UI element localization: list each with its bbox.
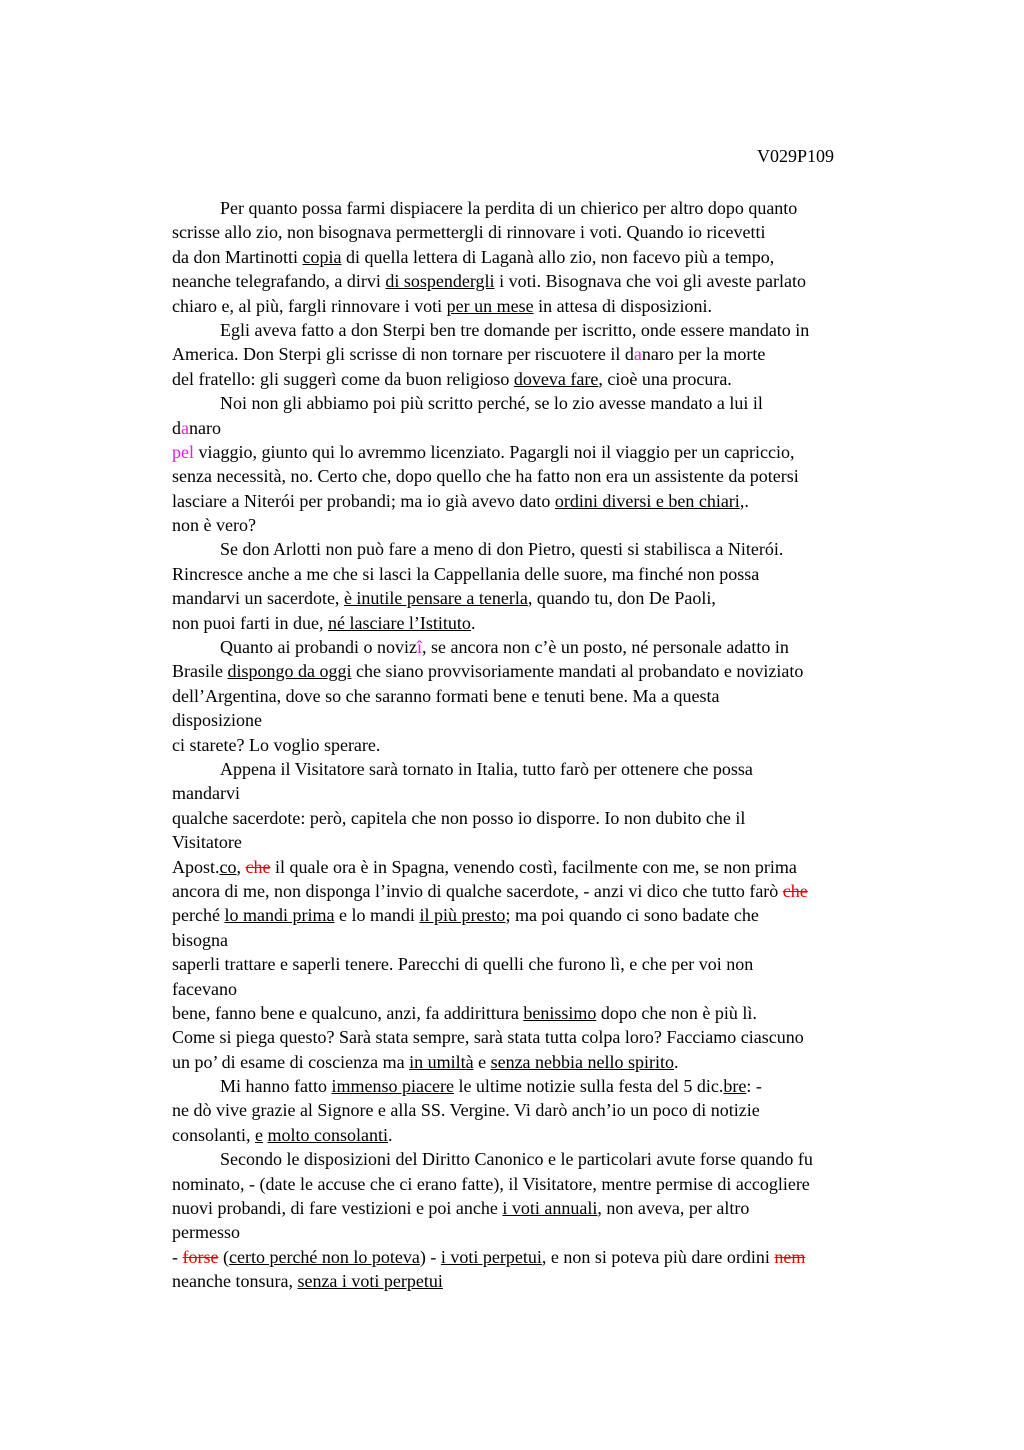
text-line: [172, 537, 912, 561]
struck-text: nem: [774, 1246, 806, 1267]
text-line: [172, 562, 912, 586]
text-segment: neanche tonsura,: [172, 1271, 298, 1292]
text-segment: del fratello: gli suggerì come da buon religioso: [172, 368, 514, 389]
text-line: [172, 1269, 912, 1293]
text-segment: senza necessità, no. Certo che, dopo quello che ha fatto non era un assistente da potersi: [172, 466, 799, 487]
text-line: [172, 1245, 912, 1269]
struck-text: che: [782, 880, 808, 901]
text-line: [172, 733, 912, 757]
text-segment: le ultime notizie sulla festa del 5 dic.: [453, 1076, 724, 1097]
text-line: [172, 391, 912, 415]
text-segment: di quella lettera di Laganà allo zio, non facevo più a tempo,: [341, 246, 775, 267]
text-line: [172, 1196, 912, 1220]
text-segment: dopo che non è più lì.: [596, 1002, 757, 1023]
underlined-text: senza i voti perpetui: [297, 1271, 443, 1292]
text-segment: che siano provvisoriamente mandati al probandato e noviziato: [351, 661, 804, 682]
text-line: [172, 1147, 912, 1171]
text-segment: Egli aveva fatto a don Sterpi ben tre domande per iscritto, onde essere mandato in: [220, 319, 810, 340]
text-segment: e: [473, 1051, 491, 1072]
text-segment: Per quanto possa farmi dispiacere la perdita di un chierico per altro dopo quanto: [220, 198, 798, 218]
text-segment: naro per la morte: [641, 344, 766, 365]
text-segment: (: [218, 1246, 229, 1267]
text-segment: ) -: [419, 1246, 441, 1267]
text-line: [172, 318, 912, 342]
text-segment: ci starete? Lo voglio sperare.: [172, 734, 381, 755]
text-segment: .: [470, 612, 476, 633]
text-line: [172, 1001, 912, 1025]
text-line: [172, 611, 912, 635]
text-segment: viaggio, giunto qui lo avremmo licenziato. Pagargli noi il viaggio per un capriccio,: [194, 441, 795, 462]
underlined-text: lo mandi prima: [224, 905, 335, 926]
underlined-text: senza nebbia nello spirito: [490, 1051, 675, 1072]
highlighted-text: a: [181, 417, 189, 438]
text-segment: : -: [746, 1076, 762, 1097]
text-segment: America. Don Sterpi gli scrisse di non tornare per riscuotere il d: [172, 344, 634, 365]
text-line: [172, 1074, 912, 1098]
underlined-text: di sospendergli: [385, 271, 495, 292]
text-line: [172, 586, 912, 610]
text-line: [172, 952, 912, 976]
text-segment: ,: [236, 856, 246, 877]
underlined-text: i voti annuali: [502, 1198, 598, 1219]
text-segment: mandarvi: [172, 783, 240, 804]
underlined-text: è inutile pensare a tenerla: [343, 588, 528, 609]
text-line: [172, 245, 912, 269]
text-segment: consolanti,: [172, 1124, 255, 1145]
text-segment: disposizione: [172, 710, 262, 731]
text-segment: Mi hanno fatto: [220, 1076, 332, 1097]
highlighted-text: î: [416, 637, 422, 658]
text-line: [172, 269, 912, 293]
text-line: [172, 708, 912, 732]
text-segment: Visitatore: [172, 832, 242, 853]
text-line: [172, 220, 912, 244]
underlined-text: molto consolanti: [267, 1124, 388, 1145]
underlined-text: copia: [302, 246, 342, 267]
text-segment: naro: [189, 417, 221, 438]
text-segment: ancora di me, non disponga l’invio di qualche sacerdote, - anzi vi dico che tutto farò: [172, 880, 783, 901]
underlined-text: co: [219, 856, 237, 877]
text-line: [172, 781, 912, 805]
text-segment: Apost.: [172, 856, 220, 877]
text-segment: Secondo le disposizioni del Diritto Canonico e le particolari avute forse quando fu: [220, 1149, 813, 1170]
highlighted-text: a: [633, 344, 642, 365]
text-segment: bisogna: [172, 929, 228, 950]
text-segment: Quanto ai probandi o noviz: [220, 637, 417, 658]
text-segment: neanche telegrafando, a dirvi: [172, 271, 386, 292]
text-segment: i voti. Bisognava che voi gli aveste parlato: [494, 271, 806, 292]
text-segment: -: [172, 1246, 183, 1267]
underlined-text: in umiltà: [409, 1051, 474, 1072]
text-segment: .: [388, 1124, 393, 1145]
text-segment: mandarvi un sacerdote,: [172, 588, 344, 609]
text-segment: il quale ora è in Spagna, venendo costì, facilmente con me, se non prima: [270, 856, 797, 877]
text-segment: Appena il Visitatore sarà tornato in Italia, tutto farò per ottenere che possa: [220, 758, 753, 779]
underlined-text: bre: [723, 1076, 747, 1097]
underlined-text: e: [255, 1124, 263, 1145]
text-line: [172, 440, 912, 464]
highlighted-text: pel: [172, 441, 194, 462]
text-segment: da don Martinotti: [172, 246, 303, 267]
text-line: [172, 1050, 912, 1074]
text-segment: , non aveva, per altro: [597, 1198, 750, 1219]
text-segment: , e non si poteva più dare ordini: [541, 1246, 775, 1267]
text-segment: non puoi farti in due,: [172, 612, 328, 633]
underlined-text: doveva fare: [513, 368, 599, 389]
text-line: [172, 464, 912, 488]
text-segment: nuovi probandi, di fare vestizioni e poi anche: [172, 1198, 503, 1219]
text-line: [172, 635, 912, 659]
text-line: [172, 513, 912, 537]
text-segment: qualche sacerdote: però, capitela che non posso io disporre. Io non dubito che il: [172, 807, 746, 828]
underlined-text: per un mese: [446, 295, 534, 316]
text-segment: scrisse allo zio, non bisognava permettergli di rinnovare i voti. Quando io ricevetti: [172, 222, 766, 243]
text-segment: un po’ di esame di coscienza ma: [172, 1051, 410, 1072]
text-segment: ; ma poi quando ci sono badate che: [505, 905, 759, 926]
text-line: [172, 342, 912, 366]
letter-body: [172, 196, 912, 1294]
text-line: [172, 367, 912, 391]
text-segment: facevano: [172, 978, 237, 999]
text-segment: , se ancora non c’è un posto, né personale adatto in: [421, 637, 789, 658]
text-line: [172, 928, 912, 952]
text-segment: ne dò vive grazie al Signore e alla SS. Vergine. Vi darò anch’io un poco di notizie: [172, 1100, 760, 1121]
text-segment: nominato, - (date le accuse che ci erano fatte), il Visitatore, mentre permise di accogliere: [172, 1173, 810, 1194]
text-line: [172, 1025, 912, 1049]
text-segment: d: [172, 417, 181, 438]
text-line: [172, 757, 912, 781]
text-segment: in attesa di disposizioni.: [533, 295, 713, 316]
underlined-text: i voti perpetui: [440, 1246, 542, 1267]
text-line: [172, 855, 912, 879]
text-segment: Noi non gli abbiamo poi più scritto perché, se lo zio avesse mandato a lui il: [220, 393, 763, 414]
text-line: [172, 416, 912, 440]
text-segment: ,.: [739, 490, 749, 511]
text-segment: non è vero?: [172, 515, 256, 536]
text-segment: dell’Argentina, dove so che saranno formati bene e tenuti bene. Ma a questa: [172, 685, 720, 706]
text-line: [172, 806, 912, 830]
text-segment: Brasile: [172, 661, 228, 682]
underlined-text: immenso piacere: [331, 1076, 454, 1097]
text-line: [172, 196, 912, 220]
underlined-text: benissimo: [523, 1002, 597, 1023]
text-line: [172, 1098, 912, 1122]
text-segment: bene, fanno bene e qualcuno, anzi, fa addirittura: [172, 1002, 524, 1023]
text-segment: , cioè una procura.: [598, 368, 732, 389]
text-line: [172, 684, 912, 708]
document-id: V029P109: [757, 146, 835, 166]
text-segment: Come si piega questo? Sarà stata sempre, sarà stata tutta colpa loro? Facciamo ciascuno: [172, 1027, 804, 1048]
text-line: [172, 489, 912, 513]
text-segment: saperli trattare e saperli tenere. Parecchi di quelli che furono lì, e che per voi non: [172, 954, 754, 975]
text-segment: .: [674, 1051, 679, 1072]
text-segment: Rincresce anche a me che si lasci la Cappellania delle suore, ma finché non possa: [172, 563, 760, 584]
underlined-text: dispongo da oggi: [227, 661, 352, 682]
text-line: [172, 1172, 912, 1196]
text-segment: permesso: [172, 1222, 240, 1243]
text-line: [172, 1220, 912, 1244]
text-line: [172, 903, 912, 927]
struck-text: che: [245, 856, 271, 877]
text-line: [172, 659, 912, 683]
text-line: [172, 830, 912, 854]
text-segment: e lo mandi: [334, 905, 420, 926]
text-line: [172, 294, 912, 318]
underlined-text: ordini diversi e ben chiari: [554, 490, 740, 511]
text-line: [172, 1123, 912, 1147]
underlined-text: né lasciare l’Istituto: [327, 612, 471, 633]
struck-text: forse: [182, 1246, 219, 1267]
text-segment: , quando tu, don De Paoli,: [527, 588, 716, 609]
text-segment: Se don Arlotti non può fare a meno di don Pietro, questi si stabilisca a Niterói.: [220, 539, 784, 560]
text-segment: perché: [172, 905, 225, 926]
underlined-text: il più presto: [419, 905, 506, 926]
text-segment: lasciare a Niterói per probandi; ma io già avevo dato: [172, 490, 555, 511]
text-line: [172, 879, 912, 903]
text-segment: chiaro e, al più, fargli rinnovare i voti: [172, 295, 447, 316]
underlined-text: certo perché non lo poteva: [228, 1246, 420, 1267]
text-line: [172, 977, 912, 1001]
